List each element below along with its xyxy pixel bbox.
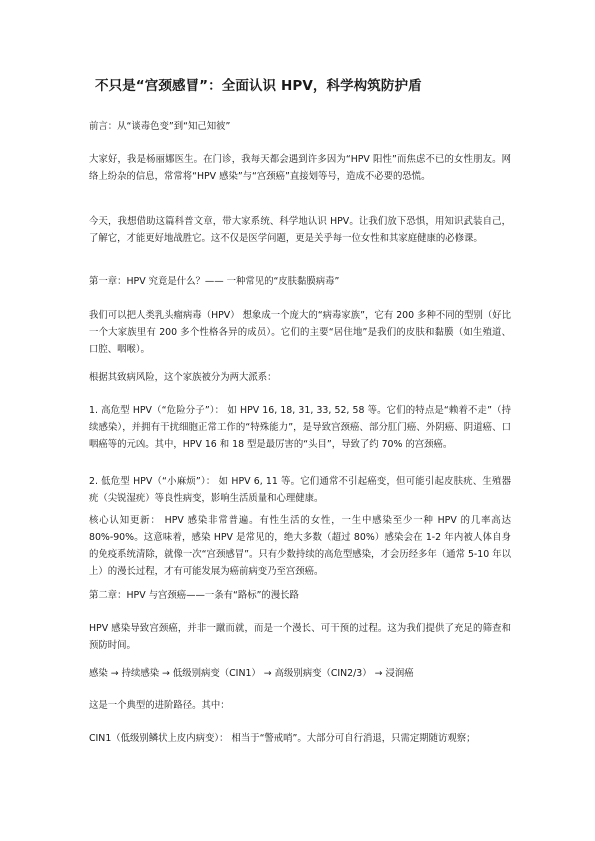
intro-paragraph-2: 今天，我想借助这篇科普文章，带大家系统、科学地认识 HPV。让我们放下恐惧，用知识武装自己，了解它，才能更好地战胜它。这不仅是医学问题，更是关乎每一位女性和其家庭健康的必修课。: [89, 216, 511, 244]
progression-path: 感染 → 持续感染 → 低级别病变（CIN1） → 高级别病变（CIN2/3） → 浸润癌: [89, 668, 414, 679]
chapter-1-heading: 第一章：HPV 究竟是什么？—— 一种常见的“皮肤黏膜病毒”: [89, 276, 340, 287]
chapter-2-heading: 第二章：HPV 与宫颈癌——一条有“路标”的漫长路: [89, 590, 299, 601]
chapter-1-paragraph-1: 我们可以把人类乳头瘤病毒（HPV） 想象成一个庞大的“病毒家族”，它有 200 多种不同的型别（好比一个大家族里有 200 多个性格各异的成员）。它们的主要“居住地”是我们的皮肤和黏膜（如生殖道、口腔、咽喉）。: [89, 310, 511, 355]
chapter-2-paragraph-1: HPV 感染导致宫颈癌，并非一蹴而就，而是一个漫长、可干预的过程。这为我们提供了充足的筛查和预防时间。: [89, 623, 511, 651]
high-risk-list-item: 1. 高危型 HPV（“危险分子”）： 如 HPV 16, 18, 31, 33, 52, 58 等。它们的特点是“赖着不走”（持续感染），并拥有干扰细胞正常工作的“特殊能力”，是导致宫颈癌、部分肛门癌、外阴癌、阴道癌、口咽癌等的元凶。其中，HPV 16 和 18 型是最厉害的“头目”，导致了约 70% 的宫颈癌。: [89, 405, 511, 450]
core-knowledge-paragraph: 核心认知更新： HPV 感染非常普遍。有性生活的女性，一生中感染至少一种 HPV 的几率高达 80%-90%。这意味着，感染 HPV 是常见的，绝大多数（超过 80%）感染会在 1-2 年内被人体自身的免疫系统清除，就像一次“宫颈感冒”。只有少数持续的高危型感染，才会历经多年（通常 5-10 年以上）的漫长过程，才有可能发展为癌前病变乃至宫颈癌。: [89, 515, 511, 577]
chapter-2-paragraph-2: 这是一个典型的进阶路径。其中：: [89, 700, 230, 711]
page-title: 不只是“宫颈感冒”：全面认识 HPV，科学构筑防护盾: [95, 78, 422, 94]
intro-paragraph-1: 大家好，我是杨丽娜医生。在门诊，我每天都会遇到许多因为“HPV 阳性”而焦虑不已的女性朋友。网络上纷杂的信息，常常将“HPV 感染”与“宫颈癌”直接划等号，造成不必要的恐慌。: [89, 154, 511, 182]
preface-heading: 前言：从“谈毒色变”到“知己知彼”: [89, 121, 231, 132]
cin1-description: CIN1（低级别鳞状上皮内病变）： 相当于“警戒哨”。大部分可自行消退，只需定期随访观察；: [89, 733, 476, 744]
low-risk-list-item: 2. 低危型 HPV（“小麻烦”）： 如 HPV 6, 11 等。它们通常不引起癌变，但可能引起皮肤疣、生殖器疣（尖锐湿疣）等良性病变，影响生活质量和心理健康。: [89, 476, 511, 504]
chapter-1-paragraph-2: 根据其致病风险，这个家族被分为两大派系：: [89, 372, 277, 383]
